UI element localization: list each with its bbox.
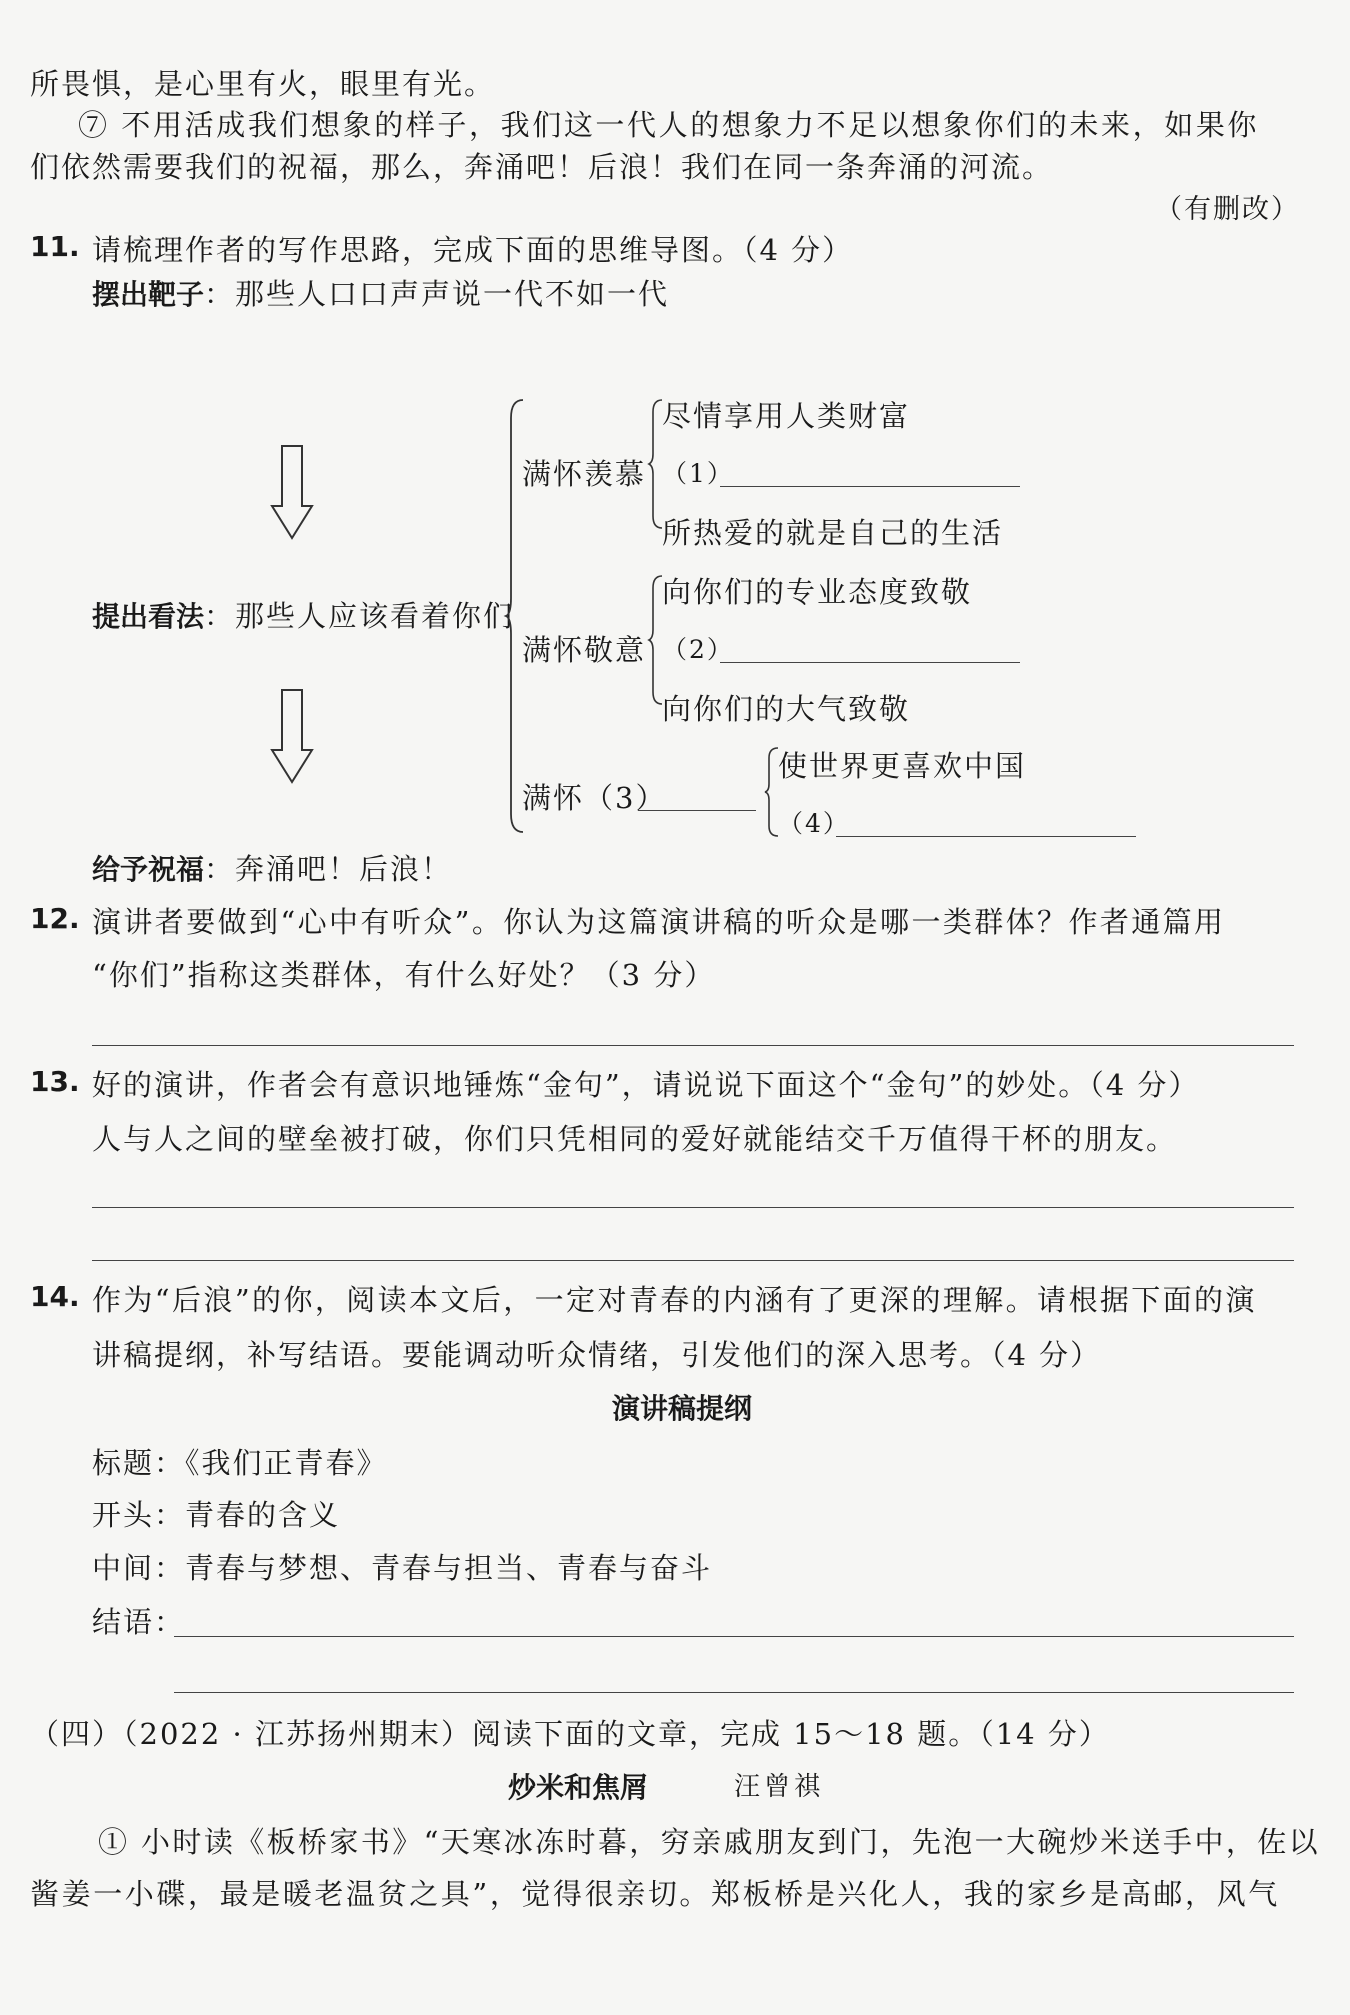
- answer-blank-4[interactable]: [836, 836, 1136, 837]
- article-author: 汪曾祺: [734, 1772, 825, 1802]
- branch-item: 尽情享用人类财富: [662, 399, 911, 433]
- branch-item: 所热爱的就是自己的生活: [662, 516, 1004, 550]
- article-paragraph-1-line2: 酱姜一小碟，最是暖老温贫之具”，觉得很亲切。郑板桥是兴化人，我的家乡是高邮，风气: [30, 1877, 1280, 1911]
- answer-blank-3[interactable]: [638, 810, 756, 811]
- article-paragraph-1-line1: ① 小时读《板桥家书》“天寒冰冻时暮，穷亲戚朋友到门，先泡一大碗炒米送手中，佐以: [98, 1825, 1321, 1859]
- question-text: 演讲者要做到“心中有听众”。你认为这篇演讲稿的听众是哪一类群体？作者通篇用: [92, 905, 1226, 939]
- answer-line[interactable]: [92, 1260, 1294, 1261]
- blank-label: （2）: [662, 635, 734, 664]
- step-label: 给予祝福: [92, 853, 205, 886]
- outline-item: 标题：《我们正青春》: [92, 1446, 388, 1480]
- step-text: ：那些人应该看着你们: [204, 599, 515, 633]
- section-header: （四）（2022 · 江苏扬州期末）阅读下面的文章，完成 15～18 题。（14 分）: [30, 1717, 1110, 1751]
- question-text: 请梳理作者的写作思路，完成下面的思维导图。（4 分）: [92, 233, 854, 267]
- answer-blank-1[interactable]: [720, 486, 1020, 487]
- question-number: 11.: [30, 230, 80, 263]
- step-text: ：那些人口口声声说一代不如一代: [204, 277, 670, 311]
- article-title: 炒米和焦屑: [508, 1771, 649, 1804]
- mindmap-step-3: [92, 847, 452, 888]
- blank-label: （1）: [662, 459, 734, 488]
- mindmap-step-1: [92, 272, 669, 313]
- outline-title: 演讲稿提纲: [612, 1392, 753, 1425]
- branch-label: 满怀敬意: [522, 633, 647, 667]
- answer-line[interactable]: [92, 1207, 1294, 1208]
- passage-paragraph-7-line2: 们依然需要我们的祝福，那么，奔涌吧！后浪！我们在同一条奔涌的河流。: [30, 150, 1054, 184]
- step-text: ：奔涌吧！后浪！: [204, 852, 453, 886]
- branch-item: 向你们的专业态度致敬: [662, 575, 973, 609]
- branch-item: 使世界更喜欢中国: [778, 749, 1027, 783]
- outline-item: 中间：青春与梦想、青春与担当、青春与奋斗: [92, 1551, 713, 1585]
- branch-label: 满怀羡慕: [522, 457, 647, 491]
- down-arrow-icon: [270, 690, 314, 784]
- question-text: “你们”指称这类群体，有什么好处？（3 分）: [92, 958, 716, 992]
- blank-label: （4）: [778, 809, 850, 838]
- question-text: 讲稿提纲，补写结语。要能调动听众情绪，引发他们的深入思考。（4 分）: [92, 1338, 1102, 1372]
- question-number: 14.: [30, 1280, 80, 1313]
- question-text: 好的演讲，作者会有意识地锤炼“金句”，请说说下面这个“金句”的妙处。（4 分）: [92, 1068, 1200, 1102]
- passage-paragraph-7-line1: ⑦ 不用活成我们想象的样子，我们这一代人的想象力不足以想象你们的未来，如果你: [78, 108, 1260, 142]
- outline-item: 结语：: [92, 1605, 186, 1639]
- outline-item: 开头：青春的含义: [92, 1498, 341, 1532]
- answer-line[interactable]: [174, 1636, 1294, 1637]
- branch-label: 满怀（3）: [522, 781, 667, 815]
- answer-line[interactable]: [174, 1692, 1294, 1693]
- step-label: 提出看法: [92, 600, 205, 633]
- question-number: 13.: [30, 1065, 80, 1098]
- question-text: 作为“后浪”的你，阅读本文后，一定对青春的内涵有了更深的理解。请根据下面的演: [92, 1283, 1257, 1317]
- passage-line: 所畏惧，是心里有火，眼里有光。: [30, 67, 496, 101]
- step-label: 摆出靶子: [92, 278, 205, 311]
- answer-blank-2[interactable]: [720, 662, 1020, 663]
- quoted-sentence: 人与人之间的壁垒被打破，你们只凭相同的爱好就能结交千万值得干杯的朋友。: [92, 1122, 1178, 1156]
- branch-item: 向你们的大气致敬: [662, 692, 911, 726]
- question-number: 12.: [30, 902, 80, 935]
- down-arrow-icon: [270, 446, 314, 540]
- abridged-note: （有删改）: [1155, 194, 1300, 225]
- answer-line[interactable]: [92, 1045, 1294, 1046]
- mindmap-step-2: [92, 594, 514, 635]
